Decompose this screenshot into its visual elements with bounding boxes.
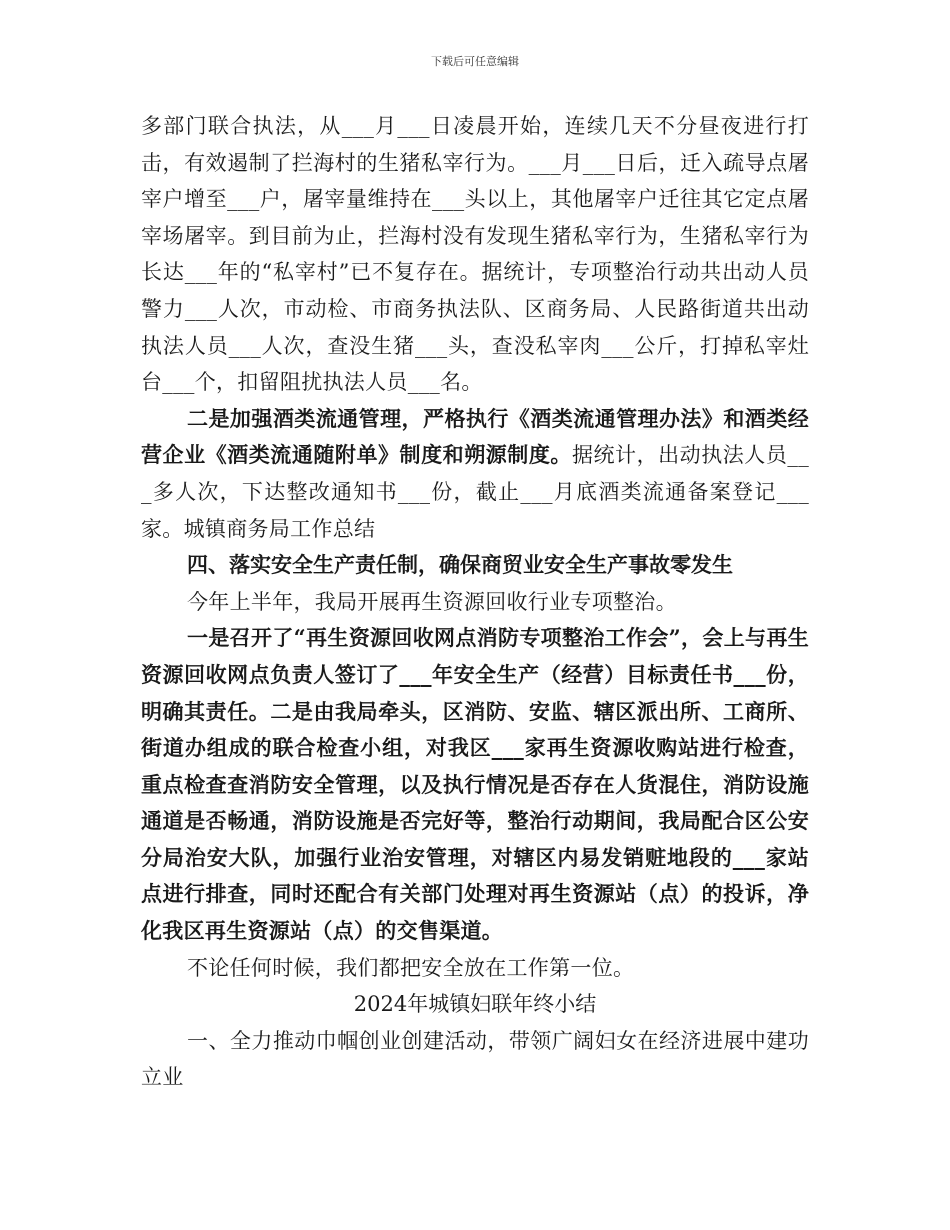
document-body [141, 108, 809, 1096]
paragraph-liquor-management [141, 401, 809, 547]
liquor-management-lead: 二是加强酒类流通管理，严格执行《酒类流通管理办法》和酒类经营企业《酒类流通随附单》制度和朔源制度。 [141, 405, 809, 468]
liquor-management-stats: 据统计，出动执法人员___多人次，下达整改通知书___份，截止___月底酒类流通备案登记___家。城镇商务局工作总结 [141, 443, 809, 541]
page-header-note: 下载后可任意编辑 [431, 55, 519, 68]
paragraph-safety-first: 不论任何时候，我们都把安全放在工作第一位。 [187, 955, 635, 980]
paragraph-recycling-measures: 一是召开了“再生资源回收网点消防专项整治工作会”，会上与再生资源回收网点负责人签订了___年安全生产（经营）目标责任书___份，明确其责任。二是由我局牵头，区消防、安监、辖区派出所、工商所、街道办组成的联合检查小组，对我区___家再生资源收购站进行检查，重点检查查消防安全管理，以及执行情况是否存在人货混住，消防设施通道是否畅通，消防设施是否完好等，整治行动期间，我局配合区公安分局治安大队，加强行业治安管理，对辖区内易发销赃地段的___家站点进行排查，同时还配合有关部门处理对再生资源站（点）的投诉，净化我区再生资源站（点）的交售渠道。 [141, 625, 809, 944]
section-heading-safety: 四、落实安全生产责任制，确保商贸业安全生产事故零发生 [187, 552, 733, 578]
paragraph-recycling-intro: 今年上半年，我局开展再生资源回收行业专项整治。 [187, 589, 677, 614]
paragraph-slaughter-enforcement: 多部门联合执法，从___月___日凌晨开始，连续几天不分昼夜进行打击，有效遏制了拦海村的生猪私宰行为。___月___日后，迁入疏导点屠宰户增至___户，屠宰量维持在___头以上，其他屠宰户迁往其它定点屠宰场屠宰。到目前为止，拦海村没有发现生猪私宰行为，生猪私宰行为长达___年的“私宰村”已不复存在。据统计，专项整治行动共出动人员警力___人次，市动检、市商务执法队、区商务局、人民路街道共出动执法人员___人次，查没生猪___头，查没私宰肉___公斤，打掉私宰灶台___个，扣留阻扰执法人员___名。 [141, 114, 809, 395]
paragraph-womens-entrepreneurship: 一、全力推动巾帼创业创建活动，带领广阔妇女在经济进展中建功立业 [141, 1028, 809, 1090]
document-title-womens-federation: 2024年城镇妇联年终小结 [353, 992, 597, 1017]
